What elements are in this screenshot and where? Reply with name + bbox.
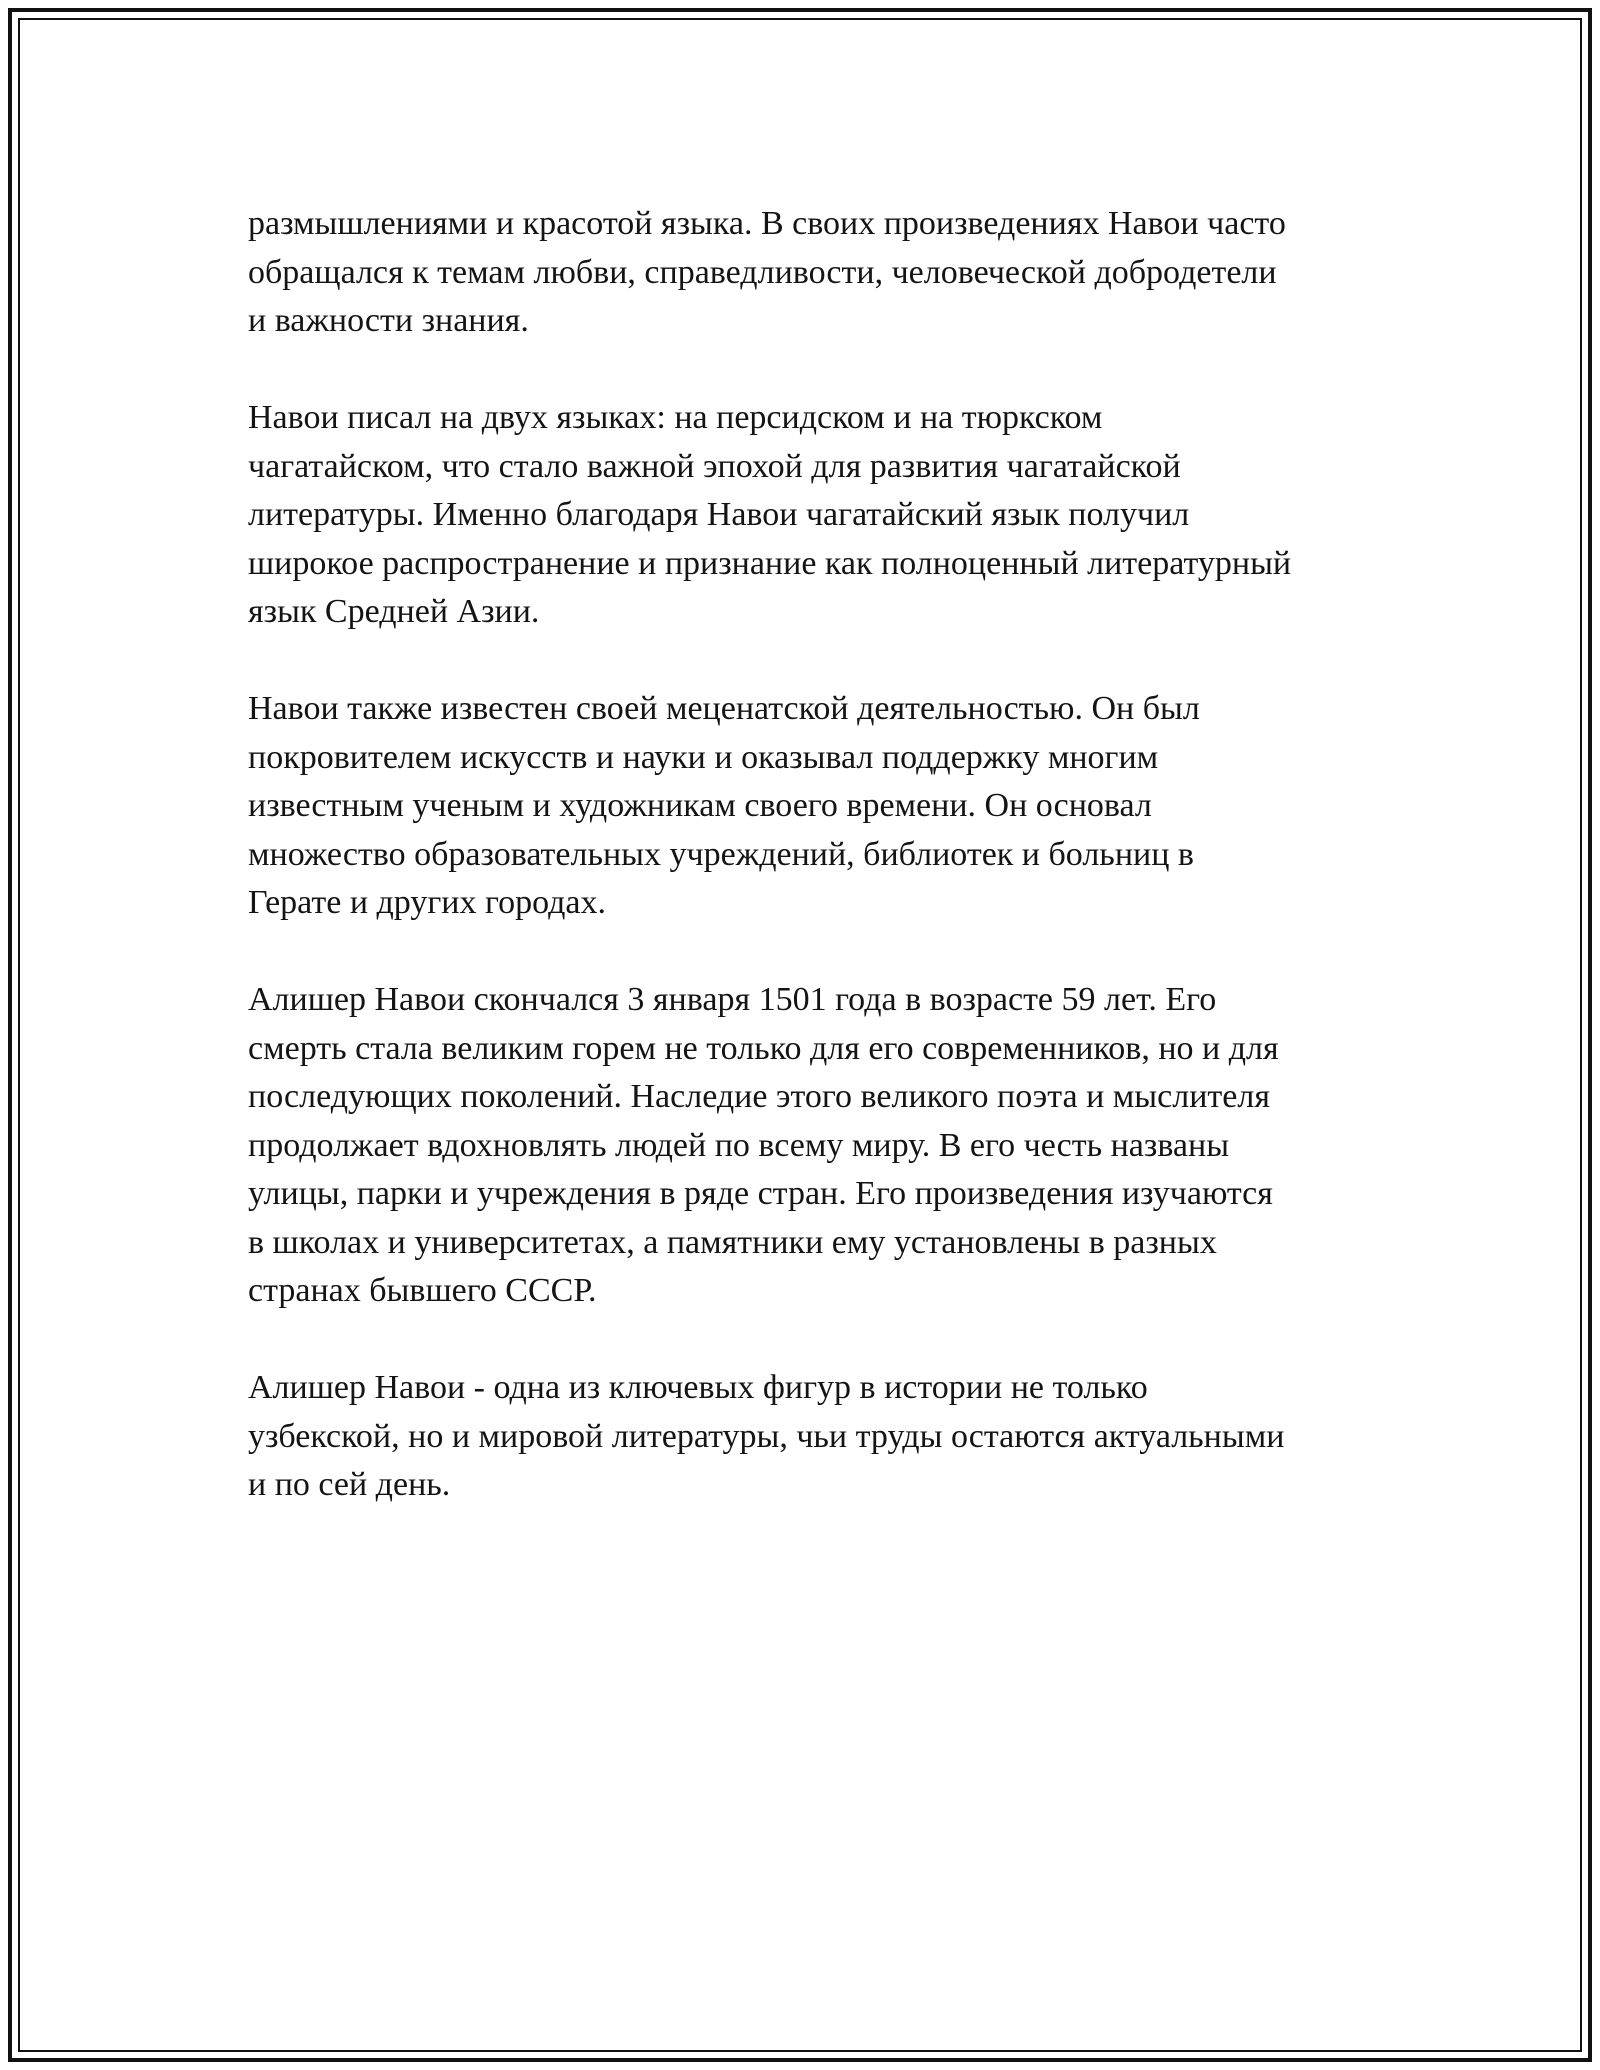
text-line: размышлениями и красотой языка. В своих произведениях Навои часто bbox=[248, 205, 1286, 242]
paragraph bbox=[248, 394, 1388, 637]
text-line: улицы, парки и учреждения в ряде стран. Его произведения изучаются bbox=[248, 1175, 1273, 1212]
text-line: Герате и других городах. bbox=[248, 884, 607, 921]
text-line: последующих поколений. Наследие этого великого поэта и мыслителя bbox=[248, 1078, 1270, 1115]
text-line: чагатайском, что стало важной эпохой для развития чагатайской bbox=[248, 447, 1181, 485]
text-line: обращался к темам любви, справедливости, человеческой добродетели bbox=[248, 253, 1277, 291]
paragraph bbox=[248, 200, 1388, 346]
text-line: узбекской, но и мировой литературы, чьи труды остаются актуальными bbox=[248, 1417, 1285, 1455]
text-line: Навои также известен своей меценатской деятельностью. Он был bbox=[248, 690, 1200, 727]
text-line: продолжает вдохновлять людей по всему миру. В его честь названы bbox=[248, 1126, 1230, 1164]
document-body bbox=[248, 200, 1388, 1510]
text-line: Алишер Навои - одна из ключевых фигур в истории не только bbox=[248, 1369, 1148, 1406]
paragraph bbox=[248, 685, 1388, 928]
text-line: известным ученым и художникам своего времени. Он основал bbox=[248, 787, 1152, 824]
page-border bbox=[8, 8, 1592, 2062]
text-line: Навои писал на двух языках: на персидском и на тюркском bbox=[248, 399, 1103, 436]
text-line: странах бывшего СССР. bbox=[248, 1272, 597, 1309]
text-line: в школах и университетах, а памятники ему установлены в разных bbox=[248, 1223, 1217, 1261]
paragraph bbox=[248, 976, 1388, 1316]
text-line: литературы. Именно благодаря Навои чагатайский язык получил bbox=[248, 496, 1190, 533]
text-line: язык Средней Азии. bbox=[248, 593, 540, 630]
text-line: и по сей день. bbox=[248, 1466, 451, 1503]
text-line: покровителем искусств и науки и оказывал поддержку многим bbox=[248, 738, 1159, 776]
text-line: Алишер Навои скончался 3 января 1501 года в возрасте 59 лет. Его bbox=[248, 981, 1217, 1018]
text-line: широкое распространение и признание как полноценный литературный bbox=[248, 544, 1292, 582]
paragraph bbox=[248, 1364, 1388, 1510]
text-line: и важности знания. bbox=[248, 302, 529, 339]
text-line: смерть стала великим горем не только для его современников, но и для bbox=[248, 1029, 1279, 1067]
text-line: множество образовательных учреждений, библиотек и больниц в bbox=[248, 835, 1194, 873]
